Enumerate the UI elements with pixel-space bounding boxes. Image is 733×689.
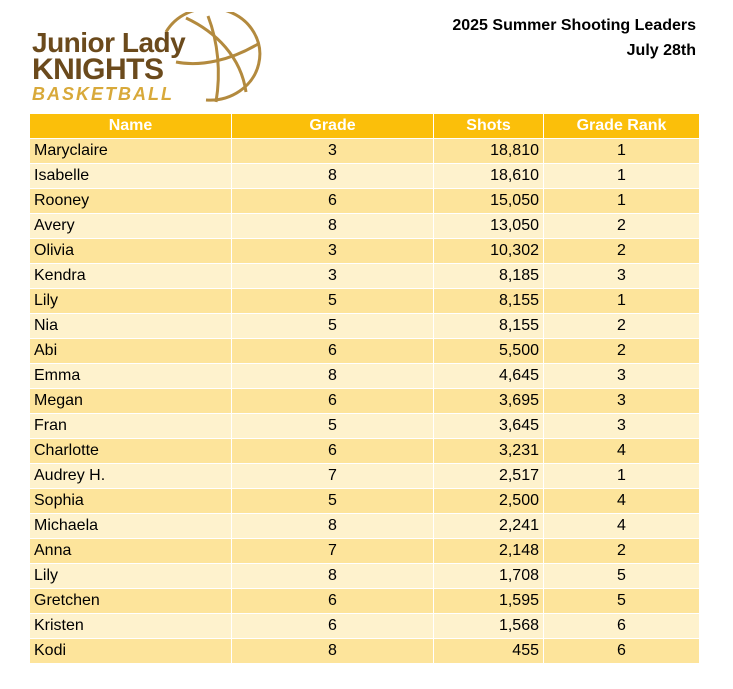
- cell-grade-rank: 6: [544, 639, 700, 664]
- table-row: [30, 264, 700, 289]
- report-title: 2025 Summer Shooting Leaders: [452, 17, 696, 34]
- cell-shots: 13,050: [434, 214, 544, 239]
- cell-name: Olivia: [30, 239, 232, 264]
- cell-grade-rank: 3: [544, 264, 700, 289]
- cell-name: Audrey H.: [30, 464, 232, 489]
- cell-name: Emma: [30, 364, 232, 389]
- cell-shots: 2,241: [434, 514, 544, 539]
- cell-grade: 5: [232, 414, 434, 439]
- cell-name: Maryclaire: [30, 139, 232, 164]
- table-row: [30, 414, 700, 439]
- table-row: [30, 564, 700, 589]
- column-header-grade: Grade: [232, 114, 434, 139]
- cell-grade: 6: [232, 589, 434, 614]
- cell-grade-rank: 4: [544, 489, 700, 514]
- cell-grade: 5: [232, 289, 434, 314]
- cell-shots: 455: [434, 639, 544, 664]
- cell-grade: 8: [232, 164, 434, 189]
- table-row: [30, 314, 700, 339]
- cell-grade-rank: 3: [544, 414, 700, 439]
- cell-shots: 1,595: [434, 589, 544, 614]
- table-row: [30, 364, 700, 389]
- cell-shots: 2,148: [434, 539, 544, 564]
- cell-shots: 2,500: [434, 489, 544, 514]
- cell-name: Nia: [30, 314, 232, 339]
- cell-shots: 3,695: [434, 389, 544, 414]
- column-header-grade-rank: Grade Rank: [544, 114, 700, 139]
- cell-grade: 6: [232, 389, 434, 414]
- cell-grade-rank: 1: [544, 464, 700, 489]
- cell-grade: 6: [232, 189, 434, 214]
- logo-text-junior-lady: Junior Lady: [32, 27, 186, 58]
- cell-name: Lily: [30, 564, 232, 589]
- cell-grade: 7: [232, 539, 434, 564]
- cell-grade: 6: [232, 339, 434, 364]
- cell-shots: 18,610: [434, 164, 544, 189]
- cell-grade-rank: 2: [544, 239, 700, 264]
- cell-grade: 8: [232, 564, 434, 589]
- cell-shots: 1,568: [434, 614, 544, 639]
- cell-shots: 8,155: [434, 289, 544, 314]
- cell-grade-rank: 3: [544, 364, 700, 389]
- cell-grade: 6: [232, 439, 434, 464]
- table-row: [30, 439, 700, 464]
- cell-name: Abi: [30, 339, 232, 364]
- cell-grade-rank: 2: [544, 214, 700, 239]
- cell-shots: 8,185: [434, 264, 544, 289]
- table-row: [30, 164, 700, 189]
- table-row: [30, 589, 700, 614]
- cell-grade-rank: 1: [544, 139, 700, 164]
- cell-name: Kristen: [30, 614, 232, 639]
- table-header-row: [30, 114, 700, 139]
- cell-grade: 5: [232, 314, 434, 339]
- table-row: [30, 339, 700, 364]
- cell-shots: 1,708: [434, 564, 544, 589]
- cell-grade: 8: [232, 214, 434, 239]
- cell-grade-rank: 4: [544, 439, 700, 464]
- cell-grade: 6: [232, 614, 434, 639]
- cell-name: Anna: [30, 539, 232, 564]
- cell-grade-rank: 1: [544, 289, 700, 314]
- cell-grade-rank: 2: [544, 314, 700, 339]
- cell-name: Isabelle: [30, 164, 232, 189]
- table-row: [30, 539, 700, 564]
- table-row: [30, 239, 700, 264]
- cell-grade-rank: 5: [544, 589, 700, 614]
- cell-shots: 3,645: [434, 414, 544, 439]
- cell-grade-rank: 2: [544, 339, 700, 364]
- table-row: [30, 189, 700, 214]
- cell-grade: 5: [232, 489, 434, 514]
- table-row: [30, 639, 700, 664]
- cell-name: Michaela: [30, 514, 232, 539]
- cell-name: Kodi: [30, 639, 232, 664]
- report-date: July 28th: [626, 42, 696, 59]
- table-row: [30, 289, 700, 314]
- logo-text-basketball: BASKETBALL: [32, 84, 174, 104]
- cell-grade-rank: 2: [544, 539, 700, 564]
- cell-shots: 2,517: [434, 464, 544, 489]
- cell-shots: 18,810: [434, 139, 544, 164]
- cell-grade: 8: [232, 639, 434, 664]
- cell-shots: 5,500: [434, 339, 544, 364]
- cell-grade-rank: 1: [544, 164, 700, 189]
- cell-grade: 7: [232, 464, 434, 489]
- table-row: [30, 614, 700, 639]
- shooting-leaders-table: [29, 113, 700, 664]
- logo-text-knights: KNIGHTS: [32, 53, 164, 86]
- cell-name: Rooney: [30, 189, 232, 214]
- cell-shots: 15,050: [434, 189, 544, 214]
- team-logo: [28, 12, 243, 104]
- cell-grade-rank: 3: [544, 389, 700, 414]
- table-row: [30, 514, 700, 539]
- cell-grade-rank: 5: [544, 564, 700, 589]
- cell-shots: 8,155: [434, 314, 544, 339]
- cell-name: Avery: [30, 214, 232, 239]
- cell-name: Lily: [30, 289, 232, 314]
- cell-grade: 3: [232, 139, 434, 164]
- cell-name: Gretchen: [30, 589, 232, 614]
- table-row: [30, 389, 700, 414]
- table-row: [30, 489, 700, 514]
- cell-grade: 3: [232, 264, 434, 289]
- table-row: [30, 214, 700, 239]
- column-header-name: Name: [30, 114, 232, 139]
- cell-name: Sophia: [30, 489, 232, 514]
- cell-grade: 3: [232, 239, 434, 264]
- cell-grade: 8: [232, 364, 434, 389]
- cell-name: Megan: [30, 389, 232, 414]
- cell-shots: 10,302: [434, 239, 544, 264]
- cell-grade-rank: 4: [544, 514, 700, 539]
- cell-shots: 4,645: [434, 364, 544, 389]
- cell-grade-rank: 1: [544, 189, 700, 214]
- cell-grade: 8: [232, 514, 434, 539]
- cell-name: Kendra: [30, 264, 232, 289]
- table-row: [30, 464, 700, 489]
- cell-grade-rank: 6: [544, 614, 700, 639]
- cell-name: Charlotte: [30, 439, 232, 464]
- column-header-shots: Shots: [434, 114, 544, 139]
- cell-shots: 3,231: [434, 439, 544, 464]
- cell-name: Fran: [30, 414, 232, 439]
- table-row: [30, 139, 700, 164]
